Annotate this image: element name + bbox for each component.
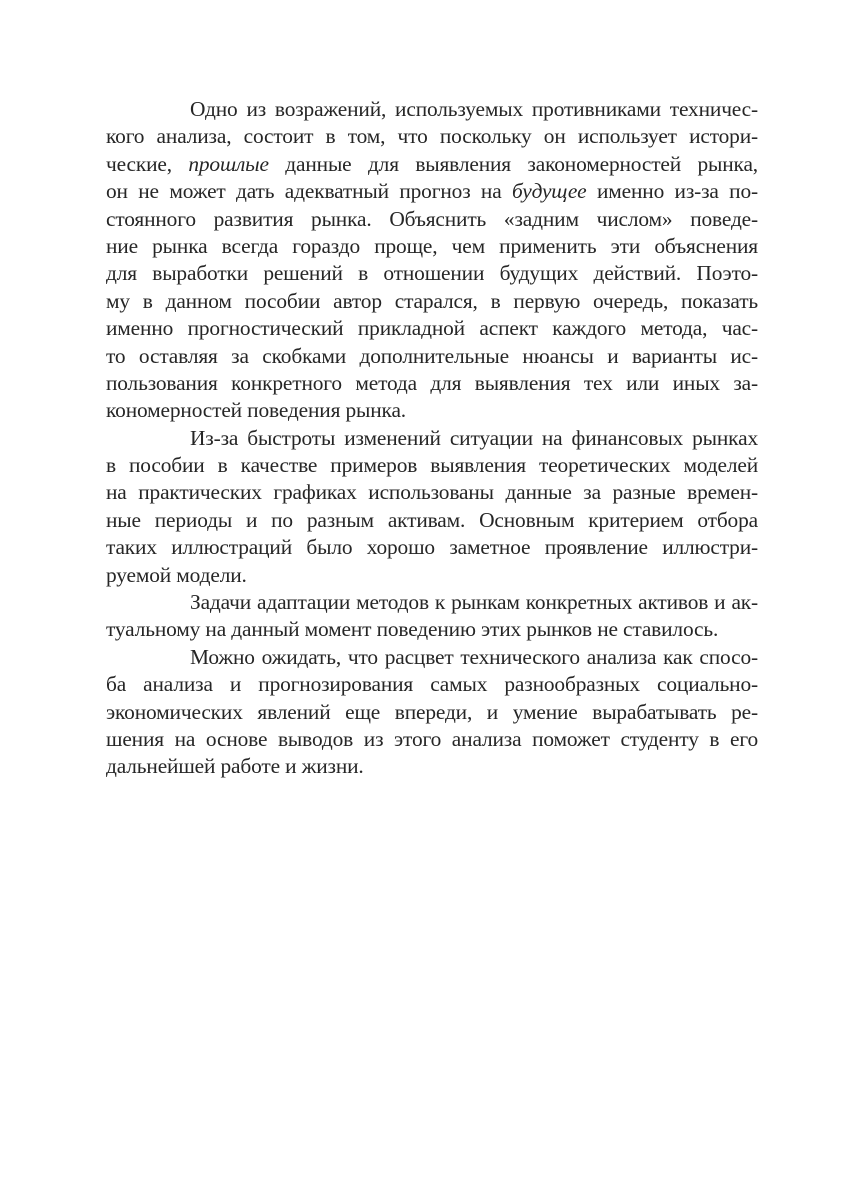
text-run: Можно ожидать, что расцвет технического анализа как спосо- (190, 644, 758, 669)
emphasis-text: будущее (511, 179, 587, 204)
text-run: Одно из возражений, используемых противниками техничес- (190, 97, 758, 121)
text-line (106, 699, 758, 726)
text-run: стоянного развития рынка. Объяснить «задним числом» поведе- (106, 206, 758, 231)
text-line (106, 616, 758, 643)
text-run: туальному на данный момент поведению этих рынков не ставилось. (106, 617, 719, 642)
text-run: данные для выявления закономерностей рынка, (268, 151, 758, 176)
text-run: именно прогностический прикладной аспект каждого метода, час- (106, 316, 758, 341)
paragraph (106, 425, 758, 589)
text-run: для выработки решений в отношении будущих действий. Поэто- (106, 261, 758, 286)
text-run: на практических графиках использованы данные за разные времен- (106, 480, 758, 505)
text-line (106, 206, 758, 233)
text-line (106, 589, 758, 616)
text-run: ние рынка всегда гораздо проще, чем применить эти объяснения (106, 233, 758, 258)
text-run: руемой модели. (106, 562, 247, 587)
text-line (106, 562, 758, 589)
text-line (106, 452, 758, 479)
text-line (106, 288, 758, 315)
text-line (106, 151, 758, 178)
text-run: кономерностей поведения рынка. (106, 398, 406, 423)
text-run: именно из-за по- (586, 179, 758, 204)
text-run: то оставляя за скобками дополнительные нюансы и варианты ис- (106, 343, 758, 368)
text-run: ческие, (106, 151, 189, 176)
paragraph (106, 644, 758, 781)
text-line (106, 507, 758, 534)
emphasis-text: прошлые (188, 151, 269, 176)
text-run: му в данном пособии автор старался, в первую очередь, показать (106, 288, 758, 313)
text-run: ные периоды и по разным активам. Основным критерием отбора (106, 507, 758, 532)
text-line (106, 370, 758, 397)
text-line (106, 425, 758, 452)
text-run: кого анализа, состоит в том, что поскольку он использует истори- (106, 124, 758, 149)
text-run: дальнейшей работе и жизни. (106, 754, 364, 779)
text-line (106, 644, 758, 671)
text-run: шения на основе выводов из этого анализа поможет студенту в его (106, 726, 758, 751)
text-line (106, 753, 758, 780)
text-run: Задачи адаптации методов к рынкам конкретных активов и ак- (190, 590, 758, 615)
text-line (106, 178, 758, 205)
text-line (106, 397, 758, 424)
text-run: Из-за быстроты изменений ситуации на финансовых рынках (190, 425, 758, 450)
document-body (106, 96, 758, 781)
text-line (106, 315, 758, 342)
text-line (106, 671, 758, 698)
paragraph (106, 96, 758, 425)
text-line (106, 534, 758, 561)
text-run: в пособии в качестве примеров выявления теоретических моделей (106, 453, 758, 478)
text-line (106, 233, 758, 260)
text-run: экономических явлений еще впереди, и умение вырабатывать ре- (106, 699, 758, 724)
text-run: таких иллюстраций было хорошо заметное проявление иллюстри- (106, 535, 758, 560)
text-run: ба анализа и прогнозирования самых разнообразных социально- (106, 672, 758, 697)
text-line (106, 479, 758, 506)
paragraph (106, 589, 758, 644)
text-line (106, 123, 758, 150)
text-line (106, 726, 758, 753)
text-line (106, 343, 758, 370)
text-run: пользования конкретного метода для выявления тех или иных за- (106, 370, 758, 395)
text-run: он не может дать адекватный прогноз на (106, 179, 512, 204)
text-line (106, 260, 758, 287)
text-line (106, 96, 758, 123)
